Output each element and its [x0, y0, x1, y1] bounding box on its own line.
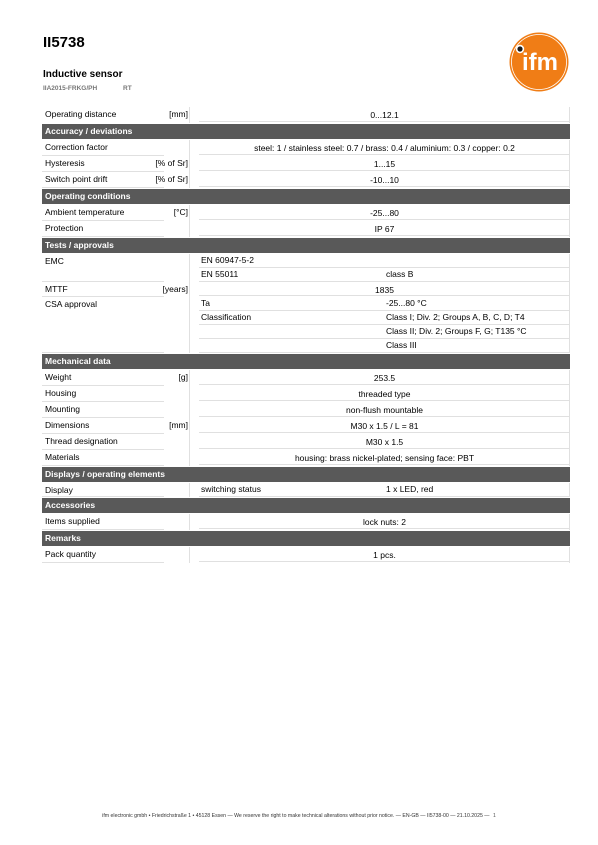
- label-switch-point-drift: Switch point drift: [45, 174, 108, 184]
- label-housing: Housing: [45, 388, 77, 398]
- label-mttf: MTTF: [45, 284, 68, 294]
- label-materials: Materials: [45, 452, 80, 462]
- display-sub-label: switching status: [201, 484, 261, 494]
- csa-ta-value: -25...80 °C: [386, 298, 427, 308]
- unit-mttf: [years]: [162, 284, 188, 294]
- logo-wordmark: ifm: [522, 49, 558, 76]
- row-ambient-temperature: [42, 205, 570, 221]
- csa-ta-label: Ta: [201, 298, 210, 308]
- value-housing: threaded type: [199, 387, 570, 401]
- ifm-logo: [509, 32, 569, 92]
- value-ambient-temperature: -25...80: [199, 206, 570, 220]
- emc-standard-2-class: class B: [386, 269, 414, 279]
- value-mounting: non-flush mountable: [199, 403, 570, 417]
- value-switch-point-drift: -10...10: [199, 173, 570, 187]
- section-operating-conditions: Operating conditions: [42, 189, 570, 204]
- unit-ambient-temperature: [°C]: [173, 207, 188, 217]
- label-operating-distance: Operating distance: [45, 109, 117, 119]
- label-correction-factor: Correction factor: [45, 142, 108, 152]
- datasheet-table: [42, 107, 570, 563]
- label-mounting: Mounting: [45, 404, 80, 414]
- value-pack-quantity: 1 pcs.: [199, 548, 570, 562]
- row-hysteresis: [42, 156, 570, 172]
- row-materials: [42, 450, 570, 466]
- row-display: [42, 483, 570, 497]
- row-items-supplied: [42, 514, 570, 530]
- article-codes: [43, 85, 132, 92]
- emc-standard-1: EN 60947-5-2: [201, 255, 254, 265]
- article-suffix: RT: [123, 85, 132, 92]
- section-displays: Displays / operating elements: [42, 467, 570, 482]
- row-weight: [42, 370, 570, 386]
- row-csa-approval: [42, 297, 570, 353]
- csa-class-3: Class III: [386, 340, 417, 350]
- footer: [0, 813, 598, 819]
- label-csa-approval: CSA approval: [45, 299, 97, 309]
- section-accessories: Accessories: [42, 498, 570, 513]
- label-thread-designation: Thread designation: [45, 436, 118, 446]
- label-display: Display: [45, 485, 73, 495]
- footer-text: ifm electronic gmbh • Friedrichstraße 1 • 45128 Essen — We reserve the right to make technical alterations without prior notice. — EN-GB — II5738-00 — 21.10.2025 —: [102, 813, 490, 819]
- label-ambient-temperature: Ambient temperature: [45, 207, 125, 217]
- label-emc: EMC: [45, 256, 64, 266]
- section-mechanical-data: Mechanical data: [42, 354, 570, 369]
- section-accuracy: Accuracy / deviations: [42, 124, 570, 139]
- row-mttf: [42, 282, 570, 297]
- product-code: II5738: [43, 34, 85, 51]
- value-items-supplied: lock nuts: 2: [199, 515, 570, 529]
- article-code: IIA2015-FRKG/PH: [43, 85, 98, 92]
- label-pack-quantity: Pack quantity: [45, 549, 97, 559]
- row-mounting: [42, 402, 570, 418]
- label-protection: Protection: [45, 223, 84, 233]
- page-number: 1: [492, 813, 496, 819]
- unit-switch-point-drift: [% of Sr]: [155, 174, 188, 184]
- label-dimensions: Dimensions: [45, 420, 90, 430]
- row-operating-distance: [42, 107, 570, 123]
- row-pack-quantity: [42, 547, 570, 563]
- row-thread-designation: [42, 434, 570, 450]
- label-hysteresis: Hysteresis: [45, 158, 85, 168]
- row-emc: [42, 254, 570, 282]
- csa-classification-label: Classification: [201, 312, 252, 322]
- value-correction-factor: steel: 1 / stainless steel: 0.7 / brass: 0.4 / aluminium: 0.3 / copper: 0.2: [199, 141, 570, 155]
- section-tests-approvals: Tests / approvals: [42, 238, 570, 253]
- csa-class-2: Class II; Div. 2; Groups F, G; T135 °C: [386, 326, 527, 336]
- product-type: Inductive sensor: [43, 69, 123, 80]
- value-operating-distance: 0...12.1: [199, 108, 570, 122]
- section-remarks: Remarks: [42, 531, 570, 546]
- value-protection: IP 67: [199, 222, 570, 236]
- unit-hysteresis: [% of Sr]: [155, 158, 188, 168]
- unit-dimensions: [mm]: [169, 420, 188, 430]
- unit-weight: [g]: [178, 372, 188, 382]
- value-dimensions: M30 x 1.5 / L = 81: [199, 419, 570, 433]
- row-dimensions: [42, 418, 570, 434]
- csa-class-1: Class I; Div. 2; Groups A, B, C, D; T4: [386, 312, 525, 322]
- row-housing: [42, 386, 570, 402]
- unit-operating-distance: [mm]: [169, 109, 188, 119]
- label-weight: Weight: [45, 372, 72, 382]
- label-items-supplied: Items supplied: [45, 516, 100, 526]
- row-correction-factor: [42, 140, 570, 156]
- value-thread-designation: M30 x 1.5: [199, 435, 570, 449]
- row-switch-point-drift: [42, 172, 570, 188]
- value-hysteresis: 1...15: [199, 157, 570, 171]
- row-protection: [42, 221, 570, 237]
- value-display: 1 x LED, red: [386, 484, 434, 494]
- value-mttf: 1835: [199, 283, 570, 296]
- value-weight: 253.5: [199, 371, 570, 385]
- emc-standard-2: EN 55011: [201, 269, 239, 279]
- value-materials: housing: brass nickel-plated; sensing face: PBT: [199, 451, 570, 465]
